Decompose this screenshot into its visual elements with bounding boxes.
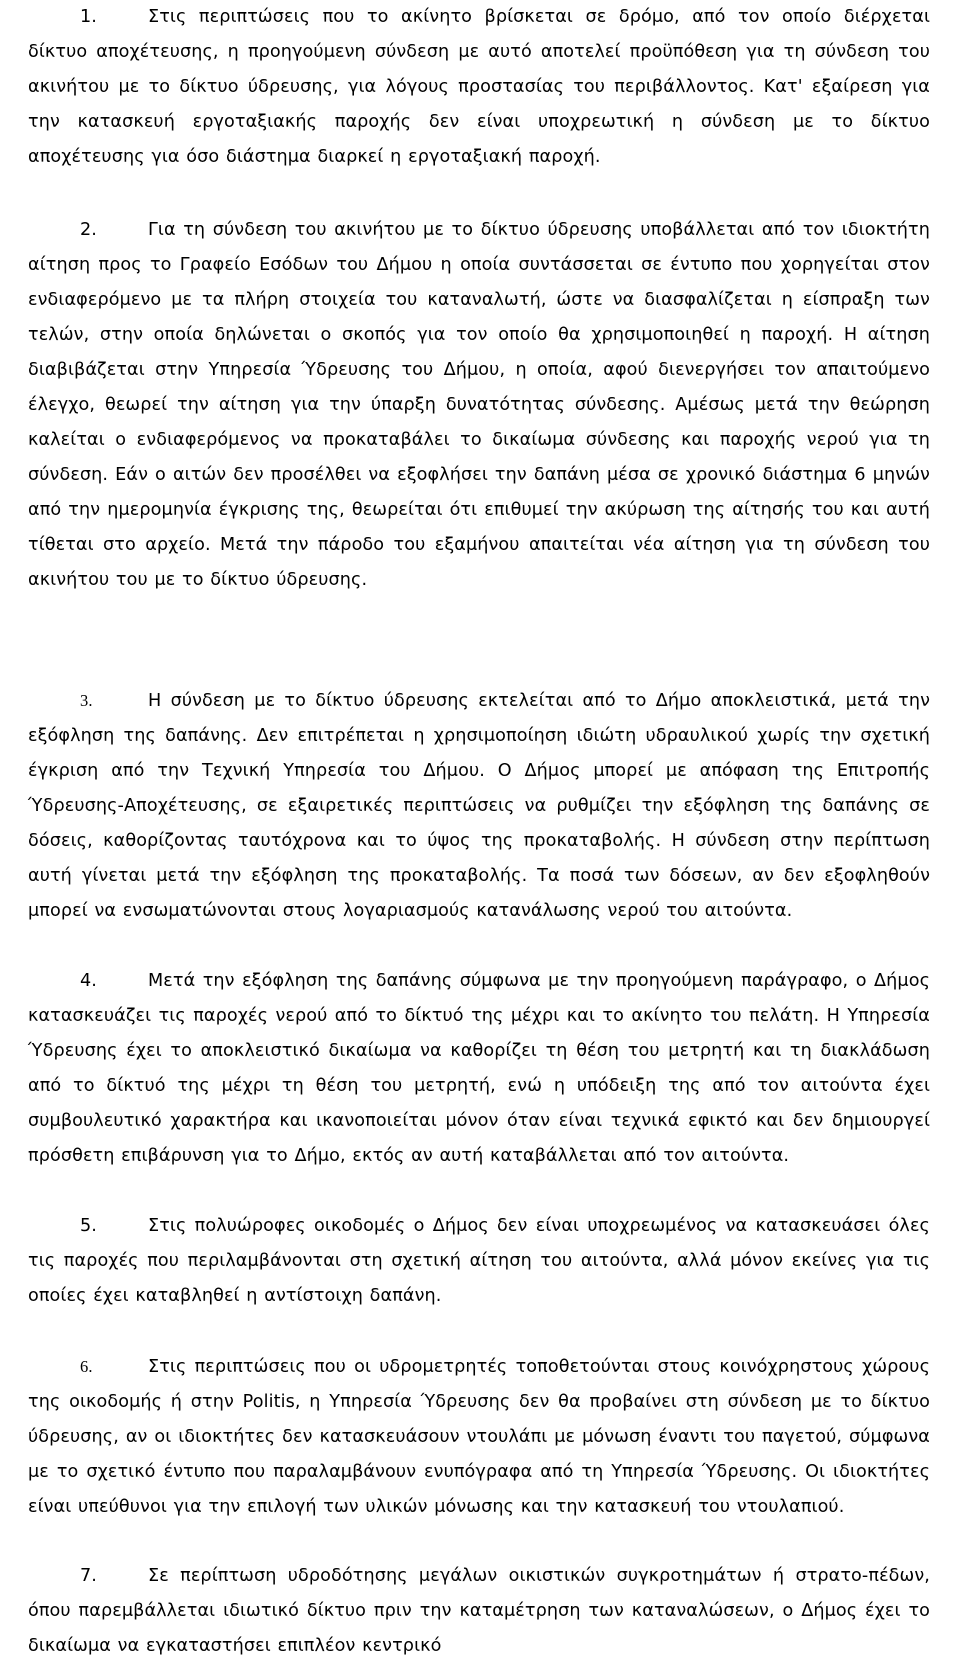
paragraph-number: 3. bbox=[80, 691, 93, 710]
paragraph-number: 7. bbox=[80, 1566, 97, 1586]
paragraph-3 bbox=[28, 683, 930, 929]
paragraph-2 bbox=[28, 213, 930, 598]
paragraph-1 bbox=[28, 0, 930, 175]
paragraph-text: Η σύνδεση με το δίκτυο ύδρευσης εκτελείται από το Δήμο αποκλειστικά, μετά την εξόφληση της δαπάνης. Δεν επιτρέπεται η χρησιμοποίηση ιδιώτη υδραυλικού χωρίς την σχετική έγκριση από την Τεχνική Υπηρεσία του Δήμου. Ο Δήμος μπορεί με απόφαση της Επιτροπής Ύδρευσης-Αποχέτευσης, σε εξαιρετικές περιπτώσεις να ρυθμίζει την εξόφληση της δαπάνης σε δόσεις, καθορίζοντας ταυτόχρονα και το ύψος της προκαταβολής. Η σύνδεση στην περίπτωση αυτή γίνεται μετά την εξόφληση της προκαταβολής. Τα ποσά των δόσεων, αν δεν εξοφληθούν μπορεί να ενσωματώνονται στους λογαριασμούς κατανάλωσης νερού του αιτούντα. bbox=[28, 691, 930, 921]
paragraph-text: Στις πολυώροφες οικοδομές ο Δήμος δεν είναι υποχρεωμένος να κατασκευάσει όλες τις παροχές που περιλαμβάνονται στη σχετική αίτηση του αιτούντα, αλλά μόνον εκείνες για τις οποίες έχει καταβληθεί η αντίστοιχη δαπάνη. bbox=[28, 1216, 930, 1306]
paragraph-4 bbox=[28, 964, 930, 1174]
paragraph-number: 4. bbox=[80, 971, 97, 991]
paragraph-text: Στις περιπτώσεις που το ακίνητο βρίσκεται σε δρόμο, από τον οποίο διέρχεται δίκτυο αποχέτευσης, η προηγούμενη σύνδεση με αυτό αποτελεί προϋπόθεση για τη σύνδεση του ακινήτου με το δίκτυο ύδρευσης, για λόγους προστασίας του περιβάλλοντος. Κατ' εξαίρεση για την κατασκευή εργοταξιακής παροχής δεν είναι υποχρεωτική η σύνδεση με το δίκτυο αποχέτευσης για όσο διάστημα διαρκεί η εργοταξιακή παροχή. bbox=[28, 7, 930, 167]
paragraph-number: 6. bbox=[80, 1357, 93, 1376]
paragraph-text: Σε περίπτωση υδροδότησης μεγάλων οικιστικών συγκροτημάτων ή στρατο-πέδων, όπου παρεμβάλλεται ιδιωτικό δίκτυο πριν την καταμέτρηση των καταναλώσεων, ο Δήμος έχει το δικαίωμα να εγκαταστήσει επιπλέον κεντρικό bbox=[28, 1566, 930, 1656]
paragraph-number: 5. bbox=[80, 1216, 97, 1236]
paragraph-number: 2. bbox=[80, 220, 97, 240]
paragraph-number: 1. bbox=[80, 7, 97, 27]
paragraph-text: Στις περιπτώσεις που οι υδρομετρητές τοποθετούνται στους κοινόχρηστους χώρους της οικοδομής ή στην Politis, η Υπηρεσία Ύδρευσης δεν θα προβαίνει στη σύνδεση με το δίκτυο ύδρευσης, αν οι ιδιοκτήτες δεν κατασκευάσουν ντουλάπι με μόνωση έναντι του παγετού, σύμφωνα με το σχετικό έντυπο που παραλαμβάνουν ενυπόγραφα από τη Υπηρεσία Ύδρευσης. Οι ιδιοκτήτες είναι υπεύθυνοι για την επιλογή των υλικών μόνωσης και την κατασκευή του ντουλαπιού. bbox=[28, 1357, 930, 1517]
paragraph-text: Για τη σύνδεση του ακινήτου με το δίκτυο ύδρευσης υποβάλλεται από τον ιδιοκτήτη αίτηση προς το Γραφείο Εσόδων του Δήμου η οποία συντάσσεται σε έντυπο που χορηγείται στον ενδιαφερόμενο με τα πλήρη στοιχεία του καταναλωτή, ώστε να διασφαλίζεται η είσπραξη των τελών, στην οποία δηλώνεται ο σκοπός για τον οποίο θα χρησιμοποιηθεί η παροχή. Η αίτηση διαβιβάζεται στην Υπηρεσία Ύδρευσης του Δήμου, η οποία, αφού διενεργήσει τον απαιτούμενο έλεγχο, θεωρεί την αίτηση για την ύπαρξη δυνατότητας σύνδεσης. Αμέσως μετά την θεώρηση καλείται ο ενδιαφερόμενος να προκαταβάλει το δικαίωμα σύνδεσης και παροχής νερού για τη σύνδεση. Εάν ο αιτών δεν προσέλθει να εξοφλήσει την δαπάνη μέσα σε χρονικό διάστημα 6 μηνών από την ημερομηνία έγκρισης της, θεωρείται ότι επιθυμεί την ακύρωση της αίτησής του και αυτή τίθεται στο αρχείο. Μετά την πάροδο του εξαμήνου απαιτείται νέα αίτηση για τη σύνδεση του ακινήτου του με το δίκτυο ύδρευσης. bbox=[28, 220, 930, 590]
paragraph-7 bbox=[28, 1559, 930, 1657]
paragraph-6 bbox=[28, 1349, 930, 1525]
paragraph-text: Μετά την εξόφληση της δαπάνης σύμφωνα με την προηγούμενη παράγραφο, ο Δήμος κατασκευάζει τις παροχές νερού από το δίκτυό της μέχρι και το ακίνητο του πελάτη. Η Υπηρεσία Ύδρευσης έχει το αποκλειστικό δικαίωμα να καθορίζει τη θέση του μετρητή και τη διακλάδωση από το δίκτυό της μέχρι τη θέση του μετρητή, ενώ η υπόδειξη της από τον αιτούντα έχει συμβουλευτικό χαρακτήρα και ικανοποιείται μόνον όταν είναι τεχνικά εφικτό και δεν δημιουργεί πρόσθετη επιβάρυνση για το Δήμο, εκτός αν αυτή καταβάλλεται από τον αιτούντα. bbox=[28, 971, 930, 1166]
paragraph-5 bbox=[28, 1209, 930, 1314]
